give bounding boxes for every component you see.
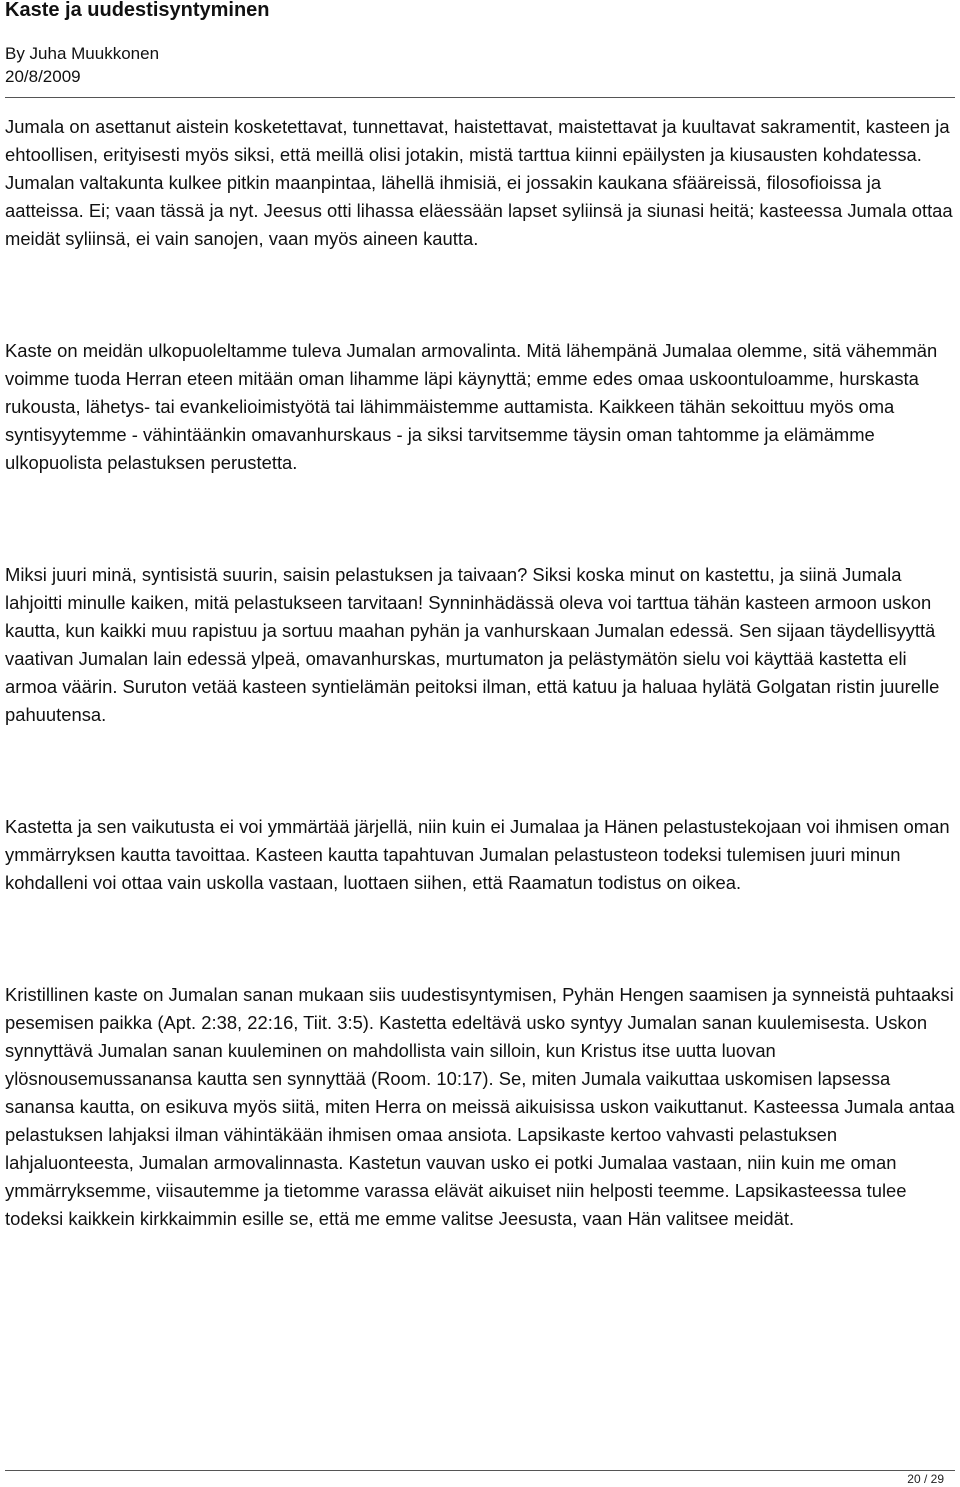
paragraph: Kristillinen kaste on Jumalan sanan mukaan siis uudestisyntymisen, Pyhän Hengen saamisen ja synneistä puhtaaksi pesemisen paikka (Apt. 2:38, 22:16, Tiit. 3:5). Kastetta edeltävä usko syntyy Jumalan sanan kuulemisesta. Uskon synnyttävä Jumalan sanan kuuleminen on mahdollista vain silloin, kun Kristus itse uutta luovan ylösnousemussanansa kautta sen synnyttää (Room. 10:17). Se, miten Jumala vaikuttaa uskomisen lapsessa sanansa kautta, on esikuva myös siitä, miten Herra on meissä aikuisissa uskon vaikuttanut. Kasteessa Jumala antaa pelastuksen lahjaksi ilman vähintäkään ihmisen omaa ansiota. Lapsikaste kertoo vahvasti pelastuksen lahjaluonteesta, Jumalan armovalinnasta. Kastetun vauvan usko ei potki Jumalaa vastaan, niin kuin me oman ymmärryksemme, viisautemme ja tietomme varassa elävät aikuiset niin helposti teemme. Lapsikasteessa tulee todeksi kaikkein kirkkaimmin esille se, että me emme valitse Jeesusta, vaan Hän valitsee meidät. — [5, 984, 955, 1229]
page-number: 20 / 29 — [907, 1472, 944, 1486]
paragraph-spacer — [5, 253, 955, 337]
paragraph: Kaste on meidän ulkopuoleltamme tuleva Jumalan armovalinta. Mitä lähempänä Jumalaa olemme, sitä vähemmän voimme tuoda Herran eteen mitään oman lihamme läpi käynyttä; emme edes omaa uskoontuloamme, hurskasta rukousta, lähetys- tai evankelioimistyötä tai lähimmäistemme auttamista. Kaikkeen tähän sekoittuu myös oma syntisyytemme - vähintäänkin omavanhurskaus - ja siksi tarvitsemme täysin oman tahtomme ja elämämme ulkopuolista pelastuksen perustetta. — [5, 340, 938, 473]
paragraph-spacer — [5, 897, 955, 981]
footer-divider — [5, 1470, 955, 1471]
paragraph: Miksi juuri minä, syntisistä suurin, saisin pelastuksen ja taivaan? Siksi koska minut on kastettu, ja siinä Jumala lahjoitti minulle kaiken, mitä pelastukseen tarvitaan! Synninhädässä oleva voi tarttua tähän kasteen armoon uskon kautta, kun kaikki muu rapistuu ja sortuu maahan pyhän ja vanhurskaan Jumalan edessä. Sen sijaan täydellisyyttä vaativan Jumalan lain edessä ylpeä, omavanhurskas, murtumaton ja pelästymätön sielu voi käyttää kastetta eli armoa väärin. Suruton vetää kasteen syntielämän peitoksi ilman, että katuu ja haluaa hylätä Golgatan ristin juurelle pahuutensa. — [5, 564, 940, 725]
document-title: Kaste ja uudestisyntyminen — [5, 0, 270, 21]
paragraph: Jumala on asettanut aistein kosketettavat, tunnettavat, haistettavat, maistettavat ja kuultavat sakramentit, kasteen ja ehtoollisen, erityisesti myös siksi, että meillä olisi jotakin, mistä tarttua kiinni epäilysten ja kiusausten kohdatessa. Jumalan valtakunta kulkee pitkin maanpintaa, lähellä ihmisiä, ei jossakin kaukana sfääreissä, filosofioissa ja aatteissa. Ei; vaan tässä ja nyt. Jeesus otti lihassa eläessään lapset syliinsä ja siunasi heitä; kasteessa Jumala ottaa meidät syliinsä, ei vain sanojen, vaan myös aineen kautta. — [5, 116, 953, 249]
paragraph-spacer — [5, 477, 955, 561]
date-line: 20/8/2009 — [5, 67, 81, 86]
article-body — [5, 113, 955, 1233]
paragraph: Kastetta ja sen vaikutusta ei voi ymmärtää järjellä, niin kuin ei Jumalaa ja Hänen pelastustekojaan voi ihmisen oman ymmärryksen kautta tavoittaa. Kasteen kautta tapahtuvan Jumalan pelastusteon todeksi tulemisen juuri minun kohdalleni voi ottaa vain uskolla vastaan, luottaen siihen, että Raamatun todistus on oikea. — [5, 816, 950, 893]
paragraph-spacer — [5, 729, 955, 813]
author-line: By Juha Muukkonen — [5, 44, 160, 63]
header-divider — [5, 97, 955, 98]
document-header — [5, 0, 955, 88]
